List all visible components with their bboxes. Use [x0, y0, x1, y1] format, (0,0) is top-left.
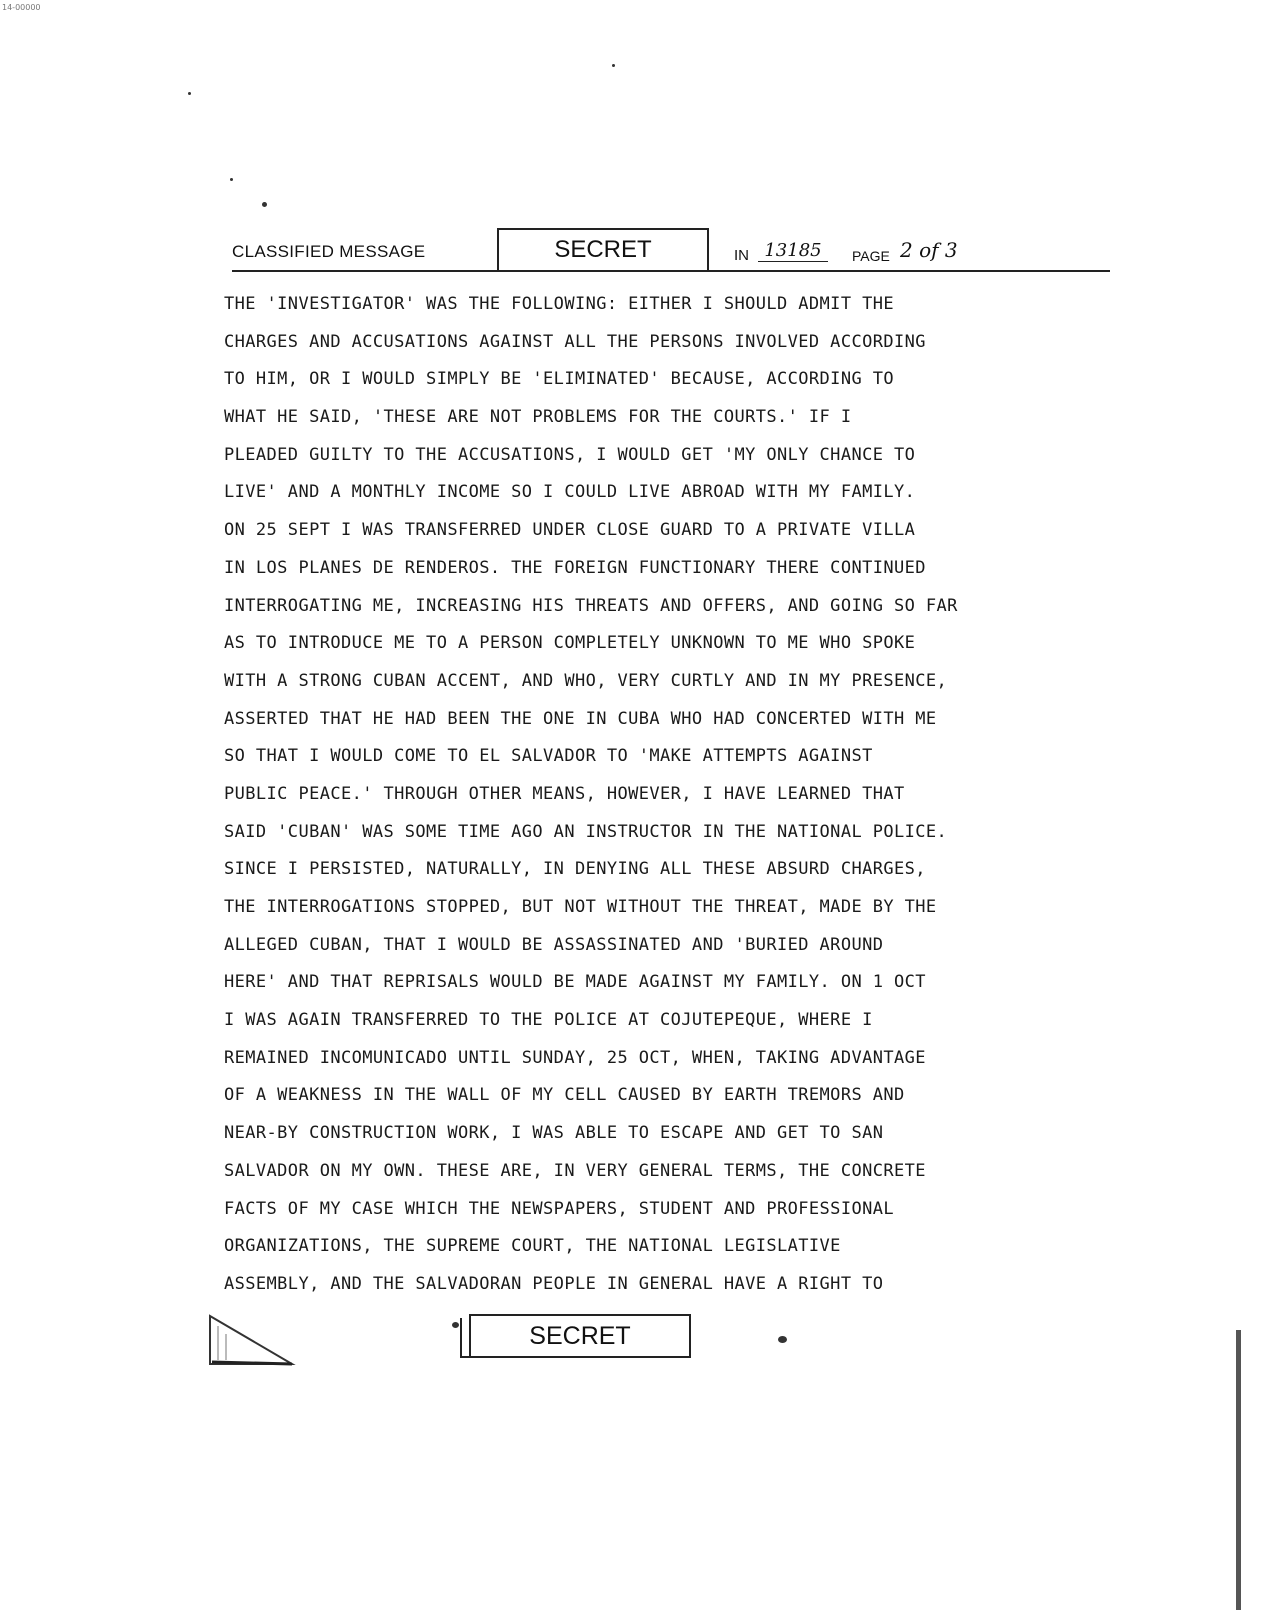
scan-speck — [262, 202, 267, 207]
document-id: 14-00000 — [2, 3, 41, 12]
body-line: THE INTERROGATIONS STOPPED, BUT NOT WITHOUT THE THREAT, MADE BY THE — [224, 897, 937, 917]
scan-speck — [612, 64, 615, 67]
body-line: PLEADED GUILTY TO THE ACCUSATIONS, I WOULD GET 'MY ONLY CHANCE TO — [224, 444, 916, 465]
scan-speck — [230, 178, 233, 181]
body-line: OF A WEAKNESS IN THE WALL OF MY CELL CAUSED BY EARTH TREMORS AND — [224, 1085, 905, 1106]
in-number-label: IN — [734, 247, 749, 264]
body-line: TO HIM, OR I WOULD SIMPLY BE 'ELIMINATED' BECAUSE, ACCORDING TO — [224, 369, 894, 390]
footer-classification-box: SECRET — [469, 1314, 691, 1358]
message-header — [232, 228, 1110, 272]
classification-box: SECRET — [497, 228, 709, 270]
header-rule — [232, 270, 1110, 272]
body-line: INTERROGATING ME, INCREASING HIS THREATS AND OFFERS, AND GOING SO FAR — [224, 595, 958, 616]
body-line: FACTS OF MY CASE WHICH THE NEWSPAPERS, STUDENT AND PROFESSIONAL — [224, 1198, 894, 1219]
body-line: ASSERTED THAT HE HAD BEEN THE ONE IN CUBA WHO HAD CONCERTED WITH ME — [224, 708, 937, 729]
body-line: SALVADOR ON MY OWN. THESE ARE, IN VERY GENERAL TERMS, THE CONCRETE — [224, 1160, 926, 1181]
body-line: AS TO INTRODUCE ME TO A PERSON COMPLETELY UNKNOWN TO ME WHO SPOKE — [224, 633, 916, 654]
corner-triangle-mark — [208, 1312, 298, 1372]
body-line: SAID 'CUBAN' WAS SOME TIME AGO AN INSTRUCTOR IN THE NATIONAL POLICE. — [224, 821, 948, 842]
body-line: CHARGES AND ACCUSATIONS AGAINST ALL THE PERSONS INVOLVED ACCORDING — [224, 331, 926, 352]
page-number-value: 2 of 3 — [900, 238, 958, 262]
body-line: ORGANIZATIONS, THE SUPREME COURT, THE NATIONAL LEGISLATIVE — [224, 1236, 841, 1257]
scan-speck — [188, 92, 191, 95]
body-line: WITH A STRONG CUBAN ACCENT, AND WHO, VERY CURTLY AND IN MY PRESENCE, — [224, 670, 948, 691]
body-line: THE 'INVESTIGATOR' WAS THE FOLLOWING: EITHER I SHOULD ADMIT THE — [224, 294, 894, 314]
scan-edge-line — [1236, 1330, 1241, 1610]
body-line: NEAR-BY CONSTRUCTION WORK, I WAS ABLE TO ESCAPE AND GET TO SAN — [224, 1123, 884, 1144]
body-line: SINCE I PERSISTED, NATURALLY, IN DENYING ALL THESE ABSURD CHARGES, — [224, 859, 926, 880]
header-title: CLASSIFIED MESSAGE — [232, 242, 426, 261]
body-line: ALLEGED CUBAN, THAT I WOULD BE ASSASSINATED AND 'BURIED AROUND — [224, 934, 884, 955]
body-line: PUBLIC PEACE.' THROUGH OTHER MEANS, HOWEVER, I HAVE LEARNED THAT — [224, 783, 905, 804]
scan-speck — [778, 1336, 787, 1343]
page-label: PAGE — [852, 248, 890, 264]
in-number-value: 13185 — [758, 240, 828, 262]
message-body — [224, 286, 1014, 1304]
scan-speck — [452, 1322, 459, 1328]
body-line: LIVE' AND A MONTHLY INCOME SO I COULD LIVE ABROAD WITH MY FAMILY. — [224, 482, 916, 503]
body-line: SO THAT I WOULD COME TO EL SALVADOR TO 'MAKE ATTEMPTS AGAINST — [224, 746, 873, 767]
body-line: REMAINED INCOMUNICADO UNTIL SUNDAY, 25 OCT, WHEN, TAKING ADVANTAGE — [224, 1047, 926, 1068]
body-line: WHAT HE SAID, 'THESE ARE NOT PROBLEMS FOR THE COURTS.' IF I — [224, 407, 852, 428]
body-line: ASSEMBLY, AND THE SALVADORAN PEOPLE IN GENERAL HAVE A RIGHT TO — [224, 1273, 884, 1294]
body-line: HERE' AND THAT REPRISALS WOULD BE MADE AGAINST MY FAMILY. ON 1 OCT — [224, 972, 926, 993]
body-line: IN LOS PLANES DE RENDEROS. THE FOREIGN FUNCTIONARY THERE CONTINUED — [224, 557, 926, 578]
body-line: I WAS AGAIN TRANSFERRED TO THE POLICE AT COJUTEPEQUE, WHERE I — [224, 1010, 873, 1031]
body-line: ON 25 SEPT I WAS TRANSFERRED UNDER CLOSE GUARD TO A PRIVATE VILLA — [224, 520, 916, 541]
